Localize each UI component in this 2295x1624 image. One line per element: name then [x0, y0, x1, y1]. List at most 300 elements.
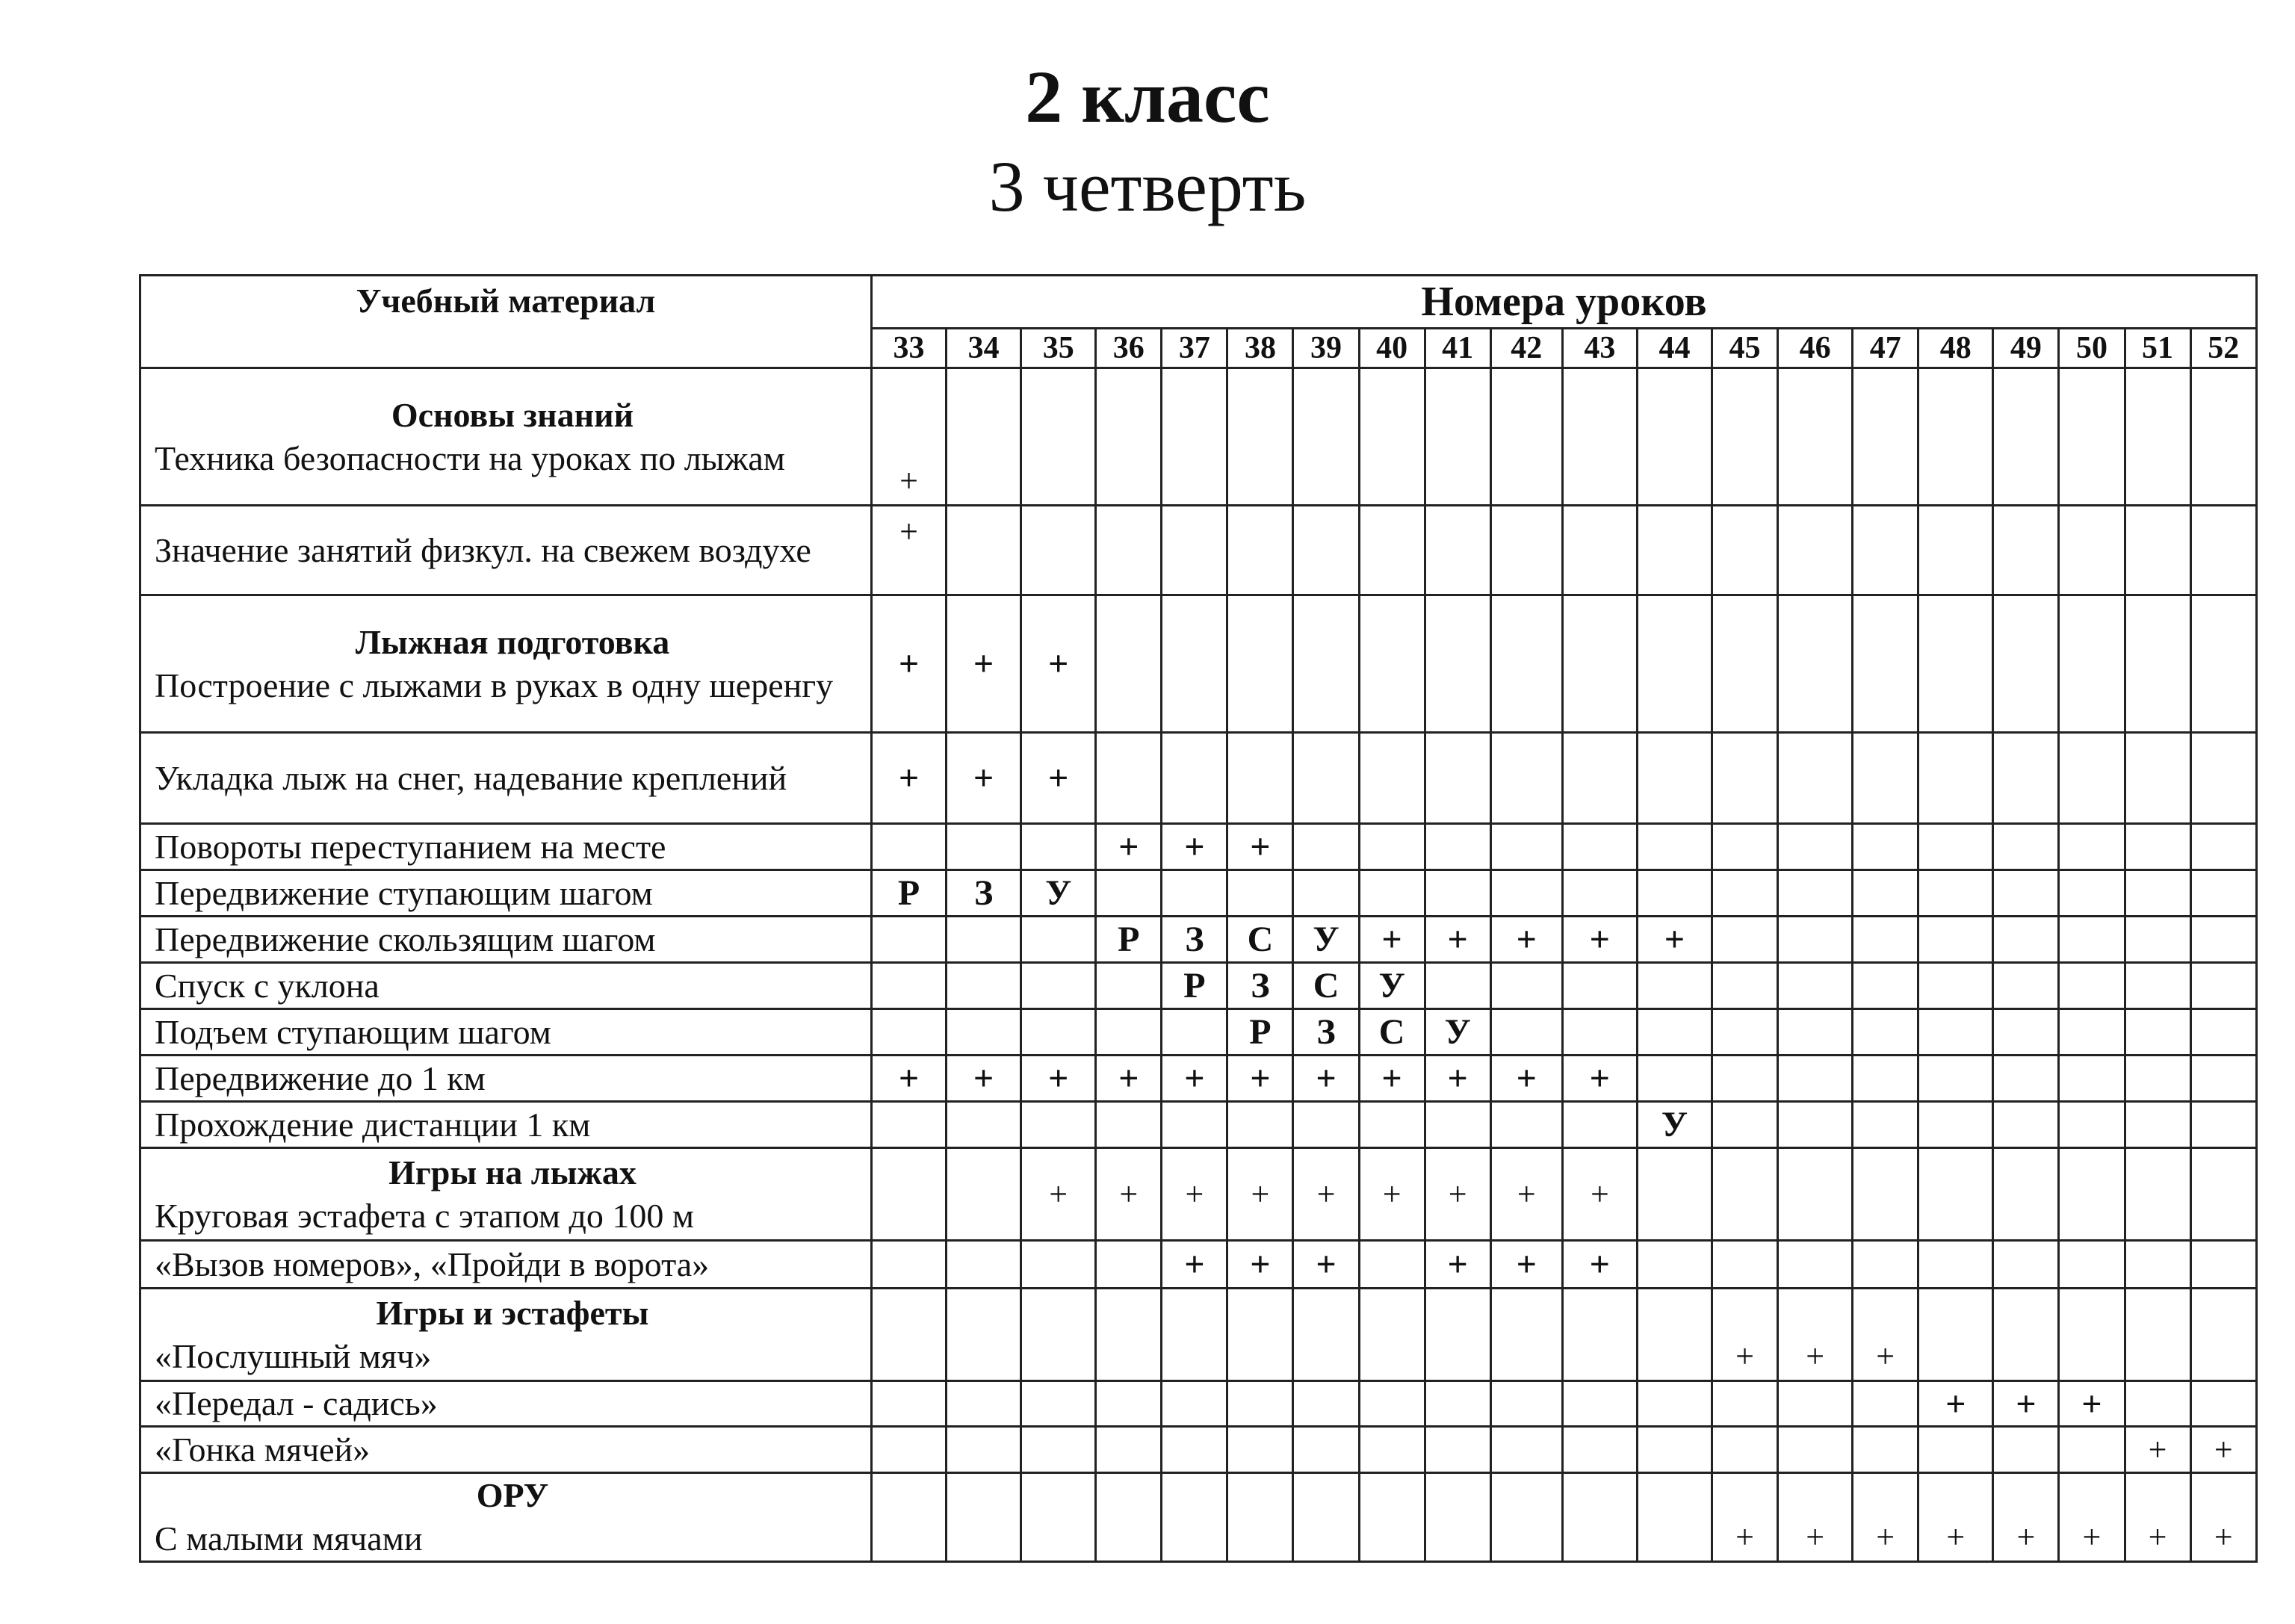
lesson-mark-cell — [1021, 917, 1096, 963]
lesson-mark-cell: + — [1490, 1241, 1562, 1289]
lesson-number: 34 — [947, 329, 1021, 368]
lesson-mark-cell — [1637, 1056, 1712, 1102]
lesson-mark-cell — [1096, 1102, 1162, 1148]
lesson-mark-cell — [1918, 917, 1993, 963]
lesson-mark-cell — [2125, 506, 2190, 595]
lesson-mark-cell — [1021, 1381, 1096, 1427]
lesson-mark-cell: У — [1021, 870, 1096, 917]
lesson-mark-cell — [1637, 368, 1712, 506]
lesson-mark-cell — [1993, 963, 2059, 1009]
lesson-mark-cell — [2059, 1056, 2125, 1102]
lesson-number: 38 — [1227, 329, 1293, 368]
lesson-mark-cell: З — [947, 870, 1021, 917]
table-row — [140, 963, 2257, 1009]
lesson-mark-cell — [1993, 1009, 2059, 1056]
lesson-mark-cell — [1918, 733, 1993, 824]
lesson-mark-cell — [1490, 1381, 1562, 1427]
lesson-mark-cell: + — [1096, 1148, 1162, 1241]
lesson-mark-cell: + — [1162, 1148, 1227, 1241]
lesson-mark-cell — [1562, 963, 1637, 1009]
lesson-mark-cell — [1562, 1381, 1637, 1427]
lesson-mark-cell — [1490, 506, 1562, 595]
lesson-mark-cell — [1293, 1289, 1359, 1381]
lesson-mark-cell — [1359, 506, 1425, 595]
lesson-mark-cell — [1637, 1289, 1712, 1381]
lesson-mark-cell: + — [1778, 1289, 1853, 1381]
table-row — [140, 1102, 2257, 1148]
lesson-mark-cell: + — [1021, 1148, 1096, 1241]
lesson-mark-cell: + — [1021, 733, 1096, 824]
lesson-mark-cell — [1162, 368, 1227, 506]
lesson-mark-cell: + — [2125, 1427, 2190, 1473]
lesson-mark-cell — [1162, 733, 1227, 824]
lesson-mark-cell — [1096, 595, 1162, 733]
lesson-mark-cell: Р — [871, 870, 946, 917]
lesson-mark-cell — [1712, 1102, 1778, 1148]
lesson-mark-cell — [1490, 368, 1562, 506]
lesson-mark-cell — [1993, 368, 2059, 506]
lesson-mark-cell — [1096, 733, 1162, 824]
lesson-mark-cell — [947, 1473, 1021, 1562]
lesson-mark-cell — [1227, 1102, 1293, 1148]
lesson-mark-cell — [1293, 1427, 1359, 1473]
material-cell — [140, 506, 872, 595]
lesson-mark-cell — [1778, 1009, 1853, 1056]
lesson-mark-cell — [1425, 368, 1490, 506]
lesson-mark-cell — [1562, 506, 1637, 595]
lesson-mark-cell — [2059, 1148, 2125, 1241]
lesson-number: 33 — [871, 329, 946, 368]
material-label: «Вызов номеров», «Пройди в ворота» — [155, 1245, 710, 1283]
lesson-mark-cell — [1918, 595, 1993, 733]
lesson-mark-cell: + — [1993, 1473, 2059, 1562]
lesson-mark-cell — [1359, 824, 1425, 870]
lesson-mark-cell — [1637, 506, 1712, 595]
lesson-mark-cell — [1162, 1427, 1227, 1473]
lesson-mark-cell: + — [1918, 1473, 1993, 1562]
lesson-mark-cell — [1778, 963, 1853, 1009]
material-label: Повороты переступанием на месте — [155, 827, 666, 866]
lesson-mark-cell — [1096, 1289, 1162, 1381]
lesson-mark-cell — [2190, 1289, 2256, 1381]
lesson-mark-cell — [947, 1427, 1021, 1473]
material-cell — [140, 1241, 872, 1289]
lesson-mark-cell — [2059, 1241, 2125, 1289]
lesson-mark-cell: + — [2190, 1473, 2256, 1562]
table-row — [140, 1056, 2257, 1102]
lesson-mark-cell: + — [1425, 1056, 1490, 1102]
lesson-mark-cell — [1993, 917, 2059, 963]
lesson-mark-cell: + — [1425, 917, 1490, 963]
lesson-mark-cell — [1490, 870, 1562, 917]
lesson-mark-cell — [1712, 1427, 1778, 1473]
material-label: Передвижение скользящим шагом — [155, 920, 656, 958]
lesson-mark-cell — [1778, 1102, 1853, 1148]
material-label: «Гонка мячей» — [155, 1430, 371, 1469]
lesson-mark-cell — [1712, 1009, 1778, 1056]
lesson-mark-cell — [1993, 1241, 2059, 1289]
lesson-mark-cell — [1096, 1241, 1162, 1289]
lesson-number: 40 — [1359, 329, 1425, 368]
lesson-mark-cell — [1096, 1473, 1162, 1562]
lesson-mark-cell — [1918, 1102, 1993, 1148]
lesson-mark-cell — [1293, 506, 1359, 595]
lesson-mark-cell — [1162, 1009, 1227, 1056]
material-cell — [140, 1009, 872, 1056]
lesson-mark-cell — [871, 1473, 946, 1562]
lesson-mark-cell — [2125, 1009, 2190, 1056]
material-label: «Послушный мяч» — [155, 1336, 432, 1375]
lesson-mark-cell — [1853, 917, 1918, 963]
lessons-header: Номера уроков — [871, 276, 2256, 329]
lesson-mark-cell — [1712, 506, 1778, 595]
lesson-mark-cell — [871, 917, 946, 963]
lesson-mark-cell: + — [1096, 824, 1162, 870]
lesson-mark-cell — [1853, 733, 1918, 824]
lesson-mark-cell — [1918, 824, 1993, 870]
lesson-mark-cell — [2190, 870, 2256, 917]
lesson-mark-cell — [1853, 506, 1918, 595]
lesson-mark-cell — [1712, 963, 1778, 1009]
lesson-mark-cell: + — [1021, 1056, 1096, 1102]
lesson-mark-cell — [1096, 368, 1162, 506]
lesson-mark-cell: З — [1227, 963, 1293, 1009]
lesson-mark-cell — [2190, 733, 2256, 824]
lesson-mark-cell — [1227, 506, 1293, 595]
lesson-number: 50 — [2059, 329, 2125, 368]
lesson-mark-cell — [2190, 506, 2256, 595]
lesson-mark-cell — [871, 1381, 946, 1427]
lesson-mark-cell — [1490, 963, 1562, 1009]
lesson-mark-cell — [2125, 1102, 2190, 1148]
lesson-mark-cell — [2059, 595, 2125, 733]
lesson-mark-cell — [1227, 1381, 1293, 1427]
lesson-mark-cell — [1712, 733, 1778, 824]
lesson-mark-cell — [1490, 1009, 1562, 1056]
lesson-mark-cell — [1562, 595, 1637, 733]
material-label: Прохождение дистанции 1 км — [155, 1105, 591, 1144]
lesson-mark-cell — [2059, 1102, 2125, 1148]
lesson-mark-cell — [1712, 1056, 1778, 1102]
lesson-mark-cell — [1490, 733, 1562, 824]
lesson-mark-cell — [1993, 1102, 2059, 1148]
lesson-mark-cell: + — [2125, 1473, 2190, 1562]
lesson-mark-cell — [1712, 1241, 1778, 1289]
lesson-mark-cell — [1359, 1473, 1425, 1562]
lesson-mark-cell: + — [1359, 1148, 1425, 1241]
table-row — [140, 1473, 2257, 1562]
lesson-mark-cell — [1918, 963, 1993, 1009]
lesson-mark-cell: У — [1359, 963, 1425, 1009]
lesson-number: 35 — [1021, 329, 1096, 368]
page-subtitle: 3 четверть — [988, 146, 1307, 226]
lesson-mark-cell — [1918, 1427, 1993, 1473]
lesson-mark-cell — [2059, 1009, 2125, 1056]
lesson-mark-cell: + — [1562, 1148, 1637, 1241]
page-title: 2 класс — [1025, 55, 1270, 138]
lesson-mark-cell — [1918, 1056, 1993, 1102]
table-row — [140, 733, 2257, 824]
lesson-mark-cell — [1293, 595, 1359, 733]
lesson-mark-cell: + — [1293, 1148, 1359, 1241]
lesson-mark-cell: + — [1227, 1056, 1293, 1102]
material-label: С малыми мячами — [155, 1519, 423, 1558]
material-cell — [140, 917, 872, 963]
lesson-mark-cell — [1227, 1427, 1293, 1473]
lesson-mark-cell — [2190, 1148, 2256, 1241]
lesson-mark-cell: З — [1162, 917, 1227, 963]
lesson-mark-cell — [2125, 824, 2190, 870]
lesson-mark-cell: + — [1227, 824, 1293, 870]
lesson-mark-cell — [1993, 1056, 2059, 1102]
lesson-mark-cell — [1425, 870, 1490, 917]
lesson-mark-cell: + — [947, 595, 1021, 733]
lesson-mark-cell — [2125, 368, 2190, 506]
lesson-mark-cell: + — [2059, 1381, 2125, 1427]
material-label: Спуск с уклона — [155, 966, 380, 1005]
lesson-mark-cell — [1853, 1009, 1918, 1056]
lesson-mark-cell — [1637, 963, 1712, 1009]
lesson-mark-cell — [2059, 1289, 2125, 1381]
lesson-mark-cell — [2190, 368, 2256, 506]
lesson-mark-cell — [2125, 870, 2190, 917]
lesson-mark-cell — [1712, 595, 1778, 733]
lesson-number: 39 — [1293, 329, 1359, 368]
lesson-mark-cell: + — [1712, 1289, 1778, 1381]
lesson-number: 52 — [2190, 329, 2256, 368]
lesson-mark-cell — [947, 824, 1021, 870]
lesson-mark-cell — [1021, 824, 1096, 870]
lesson-mark-cell — [1778, 870, 1853, 917]
lesson-mark-cell — [1778, 1381, 1853, 1427]
lesson-mark-cell — [1359, 1427, 1425, 1473]
lesson-mark-cell: + — [1162, 1056, 1227, 1102]
lesson-mark-cell — [1993, 506, 2059, 595]
lesson-mark-cell — [1993, 824, 2059, 870]
material-cell — [140, 1056, 872, 1102]
lesson-mark-cell — [1562, 1009, 1637, 1056]
lesson-mark-cell — [2190, 1056, 2256, 1102]
lesson-mark-cell — [947, 1102, 1021, 1148]
table-row — [140, 368, 2257, 506]
lesson-mark-cell — [1490, 595, 1562, 733]
lesson-mark-cell: + — [871, 595, 946, 733]
lesson-mark-cell — [1096, 870, 1162, 917]
table-row — [140, 595, 2257, 733]
lesson-mark-cell — [2125, 1381, 2190, 1427]
lesson-mark-cell — [871, 1009, 946, 1056]
lesson-mark-cell — [2125, 595, 2190, 733]
lesson-mark-cell: + — [1637, 917, 1712, 963]
lesson-mark-cell — [871, 1241, 946, 1289]
lesson-mark-cell: + — [947, 1056, 1021, 1102]
lesson-mark-cell: + — [1425, 1241, 1490, 1289]
table-row — [140, 824, 2257, 870]
lesson-mark-cell — [1562, 870, 1637, 917]
lesson-mark-cell: + — [1162, 824, 1227, 870]
lesson-mark-cell — [1021, 506, 1096, 595]
lesson-mark-cell — [1918, 1289, 1993, 1381]
lesson-mark-cell: + — [1227, 1241, 1293, 1289]
lesson-mark-cell — [1853, 1241, 1918, 1289]
lesson-mark-cell: + — [1021, 595, 1096, 733]
lesson-mark-cell: + — [1853, 1473, 1918, 1562]
lesson-mark-cell — [1096, 1427, 1162, 1473]
lesson-mark-cell — [2059, 1427, 2125, 1473]
lesson-mark-cell: + — [1359, 917, 1425, 963]
lesson-mark-cell — [1021, 1102, 1096, 1148]
lesson-mark-cell — [2190, 1102, 2256, 1148]
lesson-mark-cell — [871, 1427, 946, 1473]
material-cell — [140, 870, 872, 917]
lesson-mark-cell — [2125, 1241, 2190, 1289]
material-cell — [140, 595, 872, 733]
table-row — [140, 506, 2257, 595]
lesson-mark-cell — [1425, 963, 1490, 1009]
lesson-mark-cell: + — [1425, 1148, 1490, 1241]
lesson-mark-cell: + — [1562, 1241, 1637, 1289]
material-cell — [140, 963, 872, 1009]
lesson-mark-cell — [2059, 506, 2125, 595]
lesson-mark-cell — [1778, 595, 1853, 733]
lesson-mark-cell — [1918, 870, 1993, 917]
lesson-mark-cell — [1425, 506, 1490, 595]
lesson-mark-cell: + — [1562, 1056, 1637, 1102]
lesson-mark-cell — [2059, 917, 2125, 963]
material-cell — [140, 1473, 872, 1562]
lesson-mark-cell — [1359, 870, 1425, 917]
lesson-mark-cell — [1778, 1241, 1853, 1289]
lesson-mark-cell — [1096, 1009, 1162, 1056]
lesson-mark-cell — [2190, 963, 2256, 1009]
lesson-mark-cell — [1993, 1148, 2059, 1241]
lesson-mark-cell: + — [1562, 917, 1637, 963]
lesson-mark-cell — [2190, 595, 2256, 733]
lesson-number: 41 — [1425, 329, 1490, 368]
material-label: Значение занятий физкул. на свежем воздухе — [155, 530, 811, 569]
section-heading: ОРУ — [476, 1476, 549, 1514]
lesson-mark-cell: + — [1993, 1381, 2059, 1427]
lesson-mark-cell — [1162, 595, 1227, 733]
lesson-mark-cell — [1425, 1427, 1490, 1473]
lesson-mark-cell — [1637, 595, 1712, 733]
lesson-mark-cell: + — [871, 506, 946, 595]
lesson-mark-cell — [1562, 1289, 1637, 1381]
lesson-mark-cell — [1778, 733, 1853, 824]
lesson-mark-cell: + — [1490, 1056, 1562, 1102]
lesson-mark-cell — [947, 1289, 1021, 1381]
lesson-mark-cell — [1490, 1102, 1562, 1148]
lesson-mark-cell — [2059, 368, 2125, 506]
lesson-mark-cell — [1637, 1427, 1712, 1473]
lesson-mark-cell — [1021, 1241, 1096, 1289]
material-cell — [140, 1427, 872, 1473]
lesson-mark-cell — [1562, 1473, 1637, 1562]
lesson-mark-cell: + — [2059, 1473, 2125, 1562]
lesson-number: 42 — [1490, 329, 1562, 368]
material-cell — [140, 733, 872, 824]
lesson-mark-cell — [1778, 1148, 1853, 1241]
lesson-mark-cell — [871, 1102, 946, 1148]
lesson-mark-cell — [1490, 824, 1562, 870]
lesson-mark-cell: + — [2190, 1427, 2256, 1473]
lesson-mark-cell — [1778, 1427, 1853, 1473]
lesson-mark-cell — [1425, 1473, 1490, 1562]
lesson-mark-cell — [2125, 1289, 2190, 1381]
material-cell — [140, 1102, 872, 1148]
lesson-mark-cell: + — [871, 368, 946, 506]
lesson-mark-cell — [2059, 733, 2125, 824]
lesson-mark-cell: Р — [1162, 963, 1227, 1009]
lesson-mark-cell: + — [1712, 1473, 1778, 1562]
lesson-mark-cell — [1853, 824, 1918, 870]
lesson-mark-cell — [1637, 1241, 1712, 1289]
lesson-mark-cell — [1637, 733, 1712, 824]
material-label: Подъем ступающим шагом — [155, 1012, 551, 1051]
lesson-mark-cell — [1359, 1289, 1425, 1381]
lesson-mark-cell — [947, 1241, 1021, 1289]
lesson-mark-cell — [1096, 506, 1162, 595]
lesson-mark-cell — [1853, 963, 1918, 1009]
lesson-mark-cell — [1853, 1427, 1918, 1473]
lesson-mark-cell — [1425, 1381, 1490, 1427]
lesson-mark-cell — [1425, 733, 1490, 824]
table-row — [140, 870, 2257, 917]
title-block — [0, 52, 2295, 232]
lesson-mark-cell: У — [1293, 917, 1359, 963]
lesson-mark-cell — [1918, 506, 1993, 595]
lesson-mark-cell — [1021, 1473, 1096, 1562]
lesson-mark-cell — [1227, 870, 1293, 917]
lesson-mark-cell — [1637, 1009, 1712, 1056]
lesson-mark-cell — [1162, 1381, 1227, 1427]
lesson-number: 45 — [1712, 329, 1778, 368]
lesson-mark-cell — [1293, 1473, 1359, 1562]
lesson-mark-cell — [2059, 963, 2125, 1009]
lesson-mark-cell — [1096, 963, 1162, 1009]
lesson-mark-cell — [1021, 1289, 1096, 1381]
lesson-mark-cell — [1918, 1148, 1993, 1241]
lesson-number: 36 — [1096, 329, 1162, 368]
lesson-mark-cell — [1853, 1148, 1918, 1241]
lesson-mark-cell — [1490, 1427, 1562, 1473]
lesson-number: 49 — [1993, 329, 2059, 368]
lesson-mark-cell — [1778, 506, 1853, 595]
lesson-mark-cell: + — [1918, 1381, 1993, 1427]
lesson-mark-cell — [1227, 1289, 1293, 1381]
lesson-mark-cell — [1778, 824, 1853, 870]
lesson-number: 44 — [1637, 329, 1712, 368]
lesson-mark-cell — [1096, 1381, 1162, 1427]
material-cell — [140, 1381, 872, 1427]
lesson-mark-cell: Р — [1227, 1009, 1293, 1056]
lesson-mark-cell: + — [1293, 1241, 1359, 1289]
lesson-mark-cell — [2190, 917, 2256, 963]
lesson-mark-cell — [1162, 1289, 1227, 1381]
table-row — [140, 1427, 2257, 1473]
lesson-mark-cell — [1853, 1056, 1918, 1102]
lesson-mark-cell: С — [1293, 963, 1359, 1009]
lesson-mark-cell — [1162, 506, 1227, 595]
lesson-mark-cell — [1293, 824, 1359, 870]
lesson-mark-cell: У — [1425, 1009, 1490, 1056]
lesson-mark-cell: У — [1637, 1102, 1712, 1148]
lesson-mark-cell — [1162, 870, 1227, 917]
lesson-mark-cell — [1562, 1102, 1637, 1148]
lesson-mark-cell — [2059, 870, 2125, 917]
material-header: Учебный материал — [140, 276, 872, 368]
lesson-number: 43 — [1562, 329, 1637, 368]
